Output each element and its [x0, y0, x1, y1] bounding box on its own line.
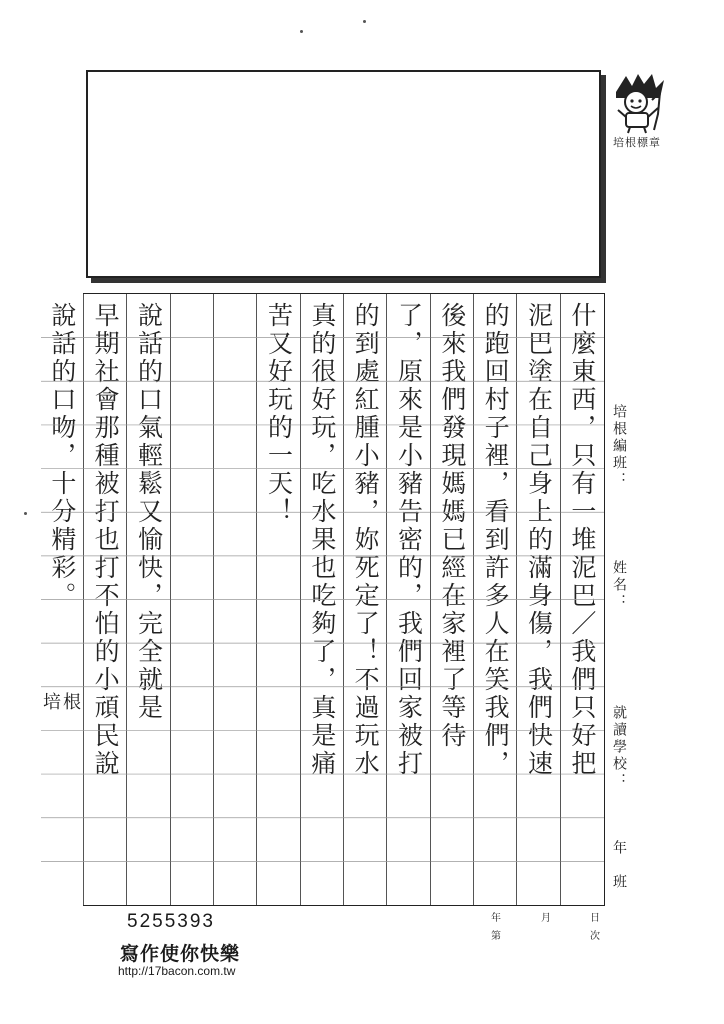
date-year: 年: [491, 913, 501, 924]
manuscript-column: [213, 294, 257, 905]
column-text: 苦又好玩的一天！: [264, 302, 294, 526]
scan-speck: [363, 20, 366, 23]
manuscript-column: [256, 294, 300, 905]
manuscript-column: [300, 294, 344, 905]
cell-rules: [301, 294, 344, 905]
footer-url: http://17bacon.com.tw: [118, 964, 236, 978]
manuscript-column: [516, 294, 560, 905]
manuscript-column: [386, 294, 430, 905]
date-day: 日: [590, 913, 600, 924]
cell-rules: [517, 294, 560, 905]
class-label: 培根編班：: [611, 404, 627, 489]
column-text: 泥巴塗在自己身上的滿身傷，我們快速: [524, 302, 554, 778]
column-text: 的到處紅腫小豬，妳死定了！不過玩水: [351, 302, 381, 778]
cell-rules: [474, 294, 517, 905]
manuscript-column: [126, 294, 170, 905]
date-times: 次: [590, 931, 600, 942]
cell-rules: [127, 294, 170, 905]
teacher-comment-box: [86, 70, 601, 278]
footer-code: 5255393: [127, 911, 215, 932]
cell-rules: [41, 294, 84, 905]
footer-slogan: 寫作使你快樂: [120, 943, 241, 965]
margin-note: 培根: [43, 692, 83, 713]
manuscript-column: [170, 294, 214, 905]
cell-rules: [561, 294, 604, 905]
school-label: 就讀學校：: [611, 705, 627, 790]
manuscript-column: [430, 294, 474, 905]
stamp-label: 培根標章: [613, 136, 661, 149]
column-text: 早期社會那種被打也打不怕的小頑民說: [91, 302, 121, 778]
column-text: 的跑回村子裡，看到許多人在笑我們，: [481, 302, 511, 778]
manuscript-column: [473, 294, 517, 905]
cell-rules: [171, 294, 214, 905]
manuscript-column: [41, 294, 84, 905]
cell-rules: [84, 294, 127, 905]
manuscript-column: [343, 294, 387, 905]
column-text: 後來我們發現媽媽已經在家裡了等待: [437, 302, 467, 750]
name-label: 姓名：: [611, 560, 627, 611]
date-ordinal: 第: [491, 931, 501, 942]
cell-rules: [431, 294, 474, 905]
column-text: 說話的口吻，十分精彩。: [47, 302, 77, 610]
cell-rules: [387, 294, 430, 905]
manuscript-column: [560, 294, 604, 905]
scan-speck: [24, 512, 27, 515]
date-month: 月: [541, 913, 551, 924]
manuscript-column: [83, 294, 127, 905]
scan-speck: [300, 30, 303, 33]
column-text: 了，原來是小豬告密的，我們回家被打: [394, 302, 424, 778]
grade-label: 年 班: [611, 840, 627, 891]
column-text: 真的很好玩，吃水果也吃夠了，真是痛: [307, 302, 337, 778]
cell-rules: [214, 294, 257, 905]
column-text: 說話的口氣輕鬆又愉快，完全就是: [134, 302, 164, 722]
cell-rules: [344, 294, 387, 905]
cell-rules: [257, 294, 300, 905]
column-text: 什麼東西，只有一堆泥巴／我們只好把: [567, 302, 597, 778]
